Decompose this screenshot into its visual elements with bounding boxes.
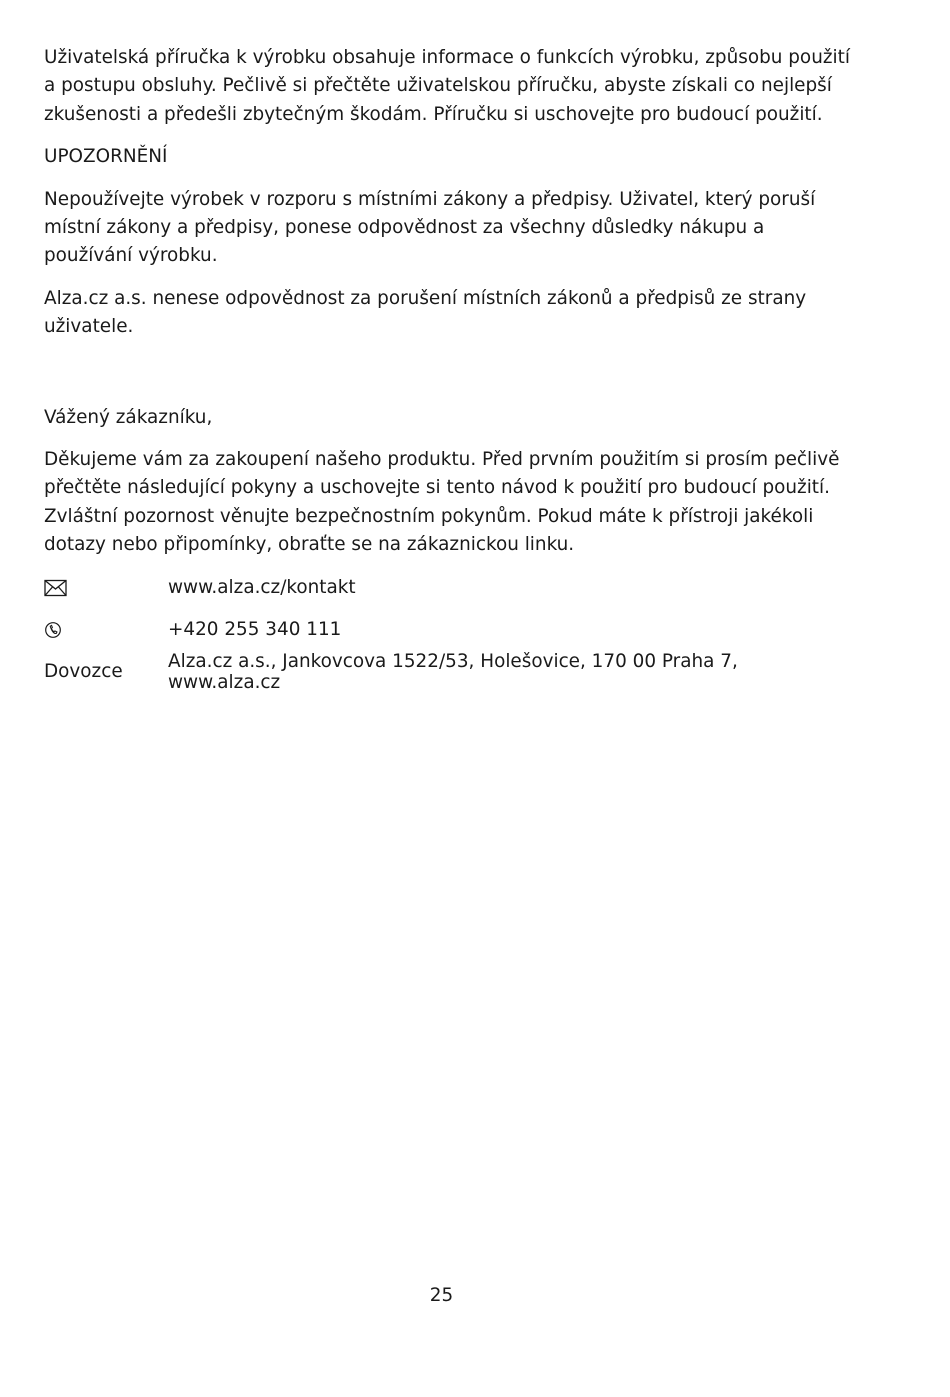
importer-address: Alza.cz a.s., Jankovcova 1522/53, Holešovice, 170 00 Praha 7, www.alza.cz [168,650,738,693]
warning-paragraph-2: Alza.cz a.s. nenese odpovědnost za porušení místních zákonů a předpisů ze strany uživatele. [44,287,807,338]
greeting: Vážený zákazníku, [44,406,213,428]
contact-importer-row [44,650,854,693]
page-number: 25 [429,1285,454,1306]
phone-icon [44,621,168,639]
envelope-icon [44,579,168,597]
thanks-paragraph: Děkujeme vám za zakoupení našeho produktu. Před prvním použitím si prosím pečlivě přečtěte následující pokyny a uschovejte si tento návod k použití pro budoucí použití. Zvláštní pozornost věnujte bezpečnostním pokynům. Pokud máte k přístroji jakékoli dotazy nebo připomínky, obraťte se na zákaznickou linku. [44,449,840,556]
warning-paragraph-1: Nepoužívejte výrobek v rozporu s místními zákony a předpisy. Uživatel, který poruší místní zákony a předpisy, ponese odpovědnost za všechny důsledky nákupu a používání výrobku. [44,188,816,267]
contact-web-row [44,574,854,602]
importer-label: Dovozce [44,661,123,683]
document-page [44,44,854,693]
contact-phone-number[interactable]: +420 255 340 111 [168,619,342,641]
contact-phone-row [44,616,854,644]
intro-paragraph: Uživatelská příručka k výrobku obsahuje informace o funkcích výrobku, způsobu použití a postupu obsluhy. Pečlivě si přečtěte uživatelskou příručku, abyste získali co nejlepší zkušenosti a předešli zbytečným škodám. Příručku si uschovejte pro budoucí použití. [44,47,850,125]
warning-heading: UPOZORNĚNÍ [44,146,168,168]
contact-web-link[interactable]: www.alza.cz/kontakt [168,577,356,599]
